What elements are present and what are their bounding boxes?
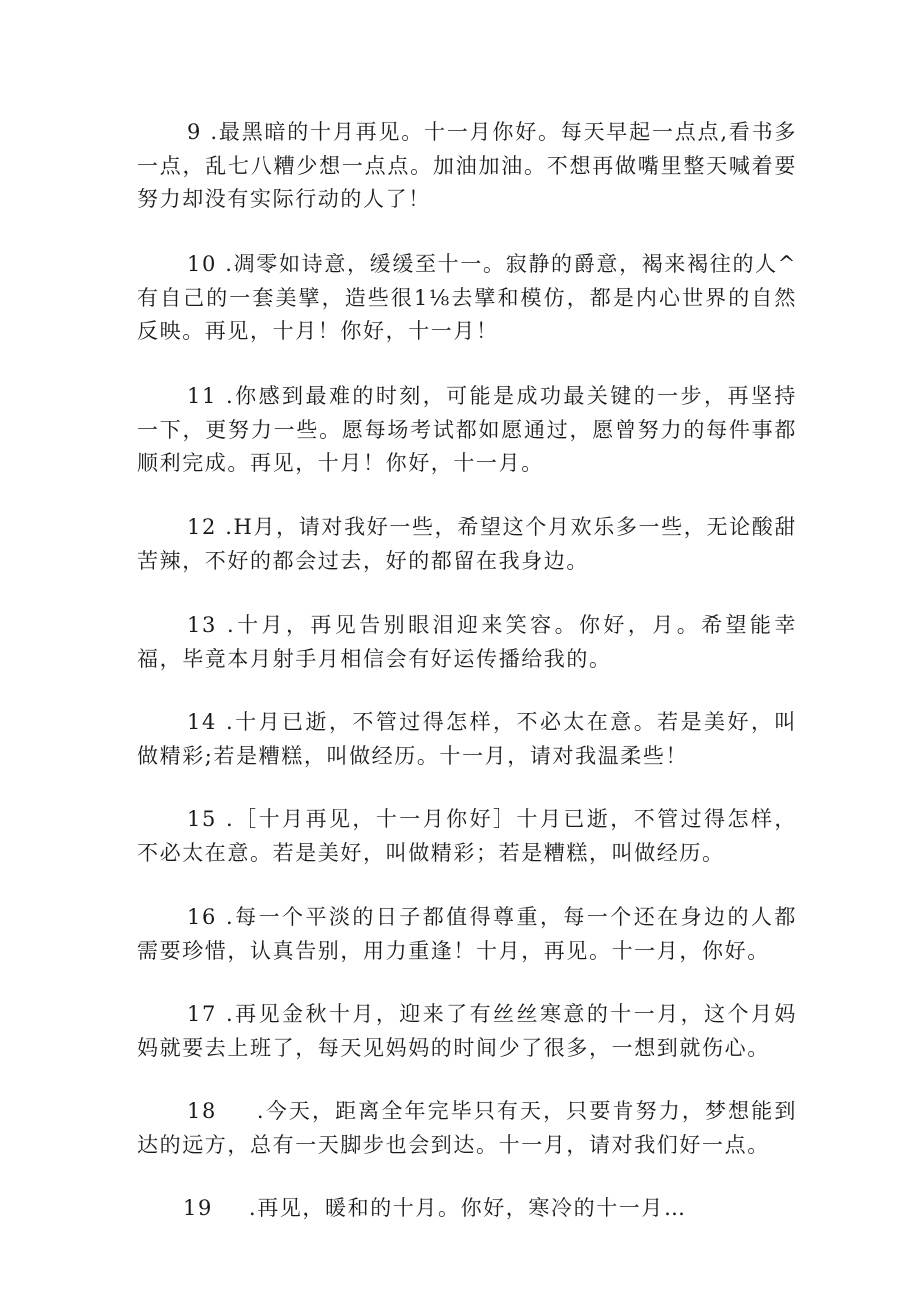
paragraph-text: 再见，暖和的十月。你好，寒冷的十一月… <box>257 1196 687 1220</box>
paragraph-separator: . <box>201 120 219 144</box>
paragraph-12 <box>137 511 797 578</box>
paragraph-text: 最黑暗的十月再见。十一月你好。每天早起一点点,看书多一点，乱七八糟少想一点点。加油加油。不想再做嘴里整天喊着要努力却没有实际行动的人了！ <box>137 120 797 211</box>
paragraph-separator: . <box>216 710 235 734</box>
paragraph-separator: . <box>216 1002 235 1026</box>
paragraph-text: 凋零如诗意，缓缓至十一。寂静的爵意，褐来褐往的人^有自己的一套美擘，造些很1⅛去擘和模仿，都是内心世界的自然反映。再见，十月！你好，十一月！ <box>137 252 797 343</box>
paragraph-text: 每一个平淡的日子都值得尊重，每一个还在身边的人都需要珍惜，认真告别，用力重逢！十月，再见。十一月，你好。 <box>137 905 797 963</box>
paragraph-10 <box>137 248 797 349</box>
paragraph-separator: . <box>216 807 235 831</box>
paragraph-separator: . <box>216 252 234 276</box>
paragraph-11 <box>137 380 797 481</box>
paragraph-16 <box>137 901 797 968</box>
paragraph-separator: . <box>216 515 234 539</box>
paragraph-separator: . <box>248 1196 258 1220</box>
paragraph-separator: . <box>216 384 235 408</box>
paragraph-number: 15 <box>187 807 217 831</box>
paragraph-text: 十月，再见告别眼泪迎来笑容。你好，月。希望能幸福，毕竟本月射手月相信会有好运传播给我的。 <box>137 613 797 671</box>
paragraph-number: 12 <box>187 515 217 539</box>
paragraph-text: ［十月再见，十一月你好］十月已逝，不管过得怎样，不必太在意。若是美好，叫做精彩；若是糟糕，叫做经历。 <box>137 807 797 865</box>
paragraph-separator: . <box>256 1099 266 1123</box>
paragraph-19 <box>137 1192 797 1226</box>
paragraph-number: 19 <box>183 1196 213 1220</box>
paragraph-number: 14 <box>187 710 217 734</box>
paragraph-number: 10 <box>187 252 217 276</box>
paragraph-text: 十月已逝，不管过得怎样，不必太在意。若是美好，叫做精彩;若是糟糕，叫做经历。十一月，请对我温柔些！ <box>137 710 797 768</box>
paragraph-number: 9 <box>187 120 202 144</box>
paragraph-number: 18 <box>187 1099 217 1123</box>
paragraph-13 <box>137 609 797 676</box>
paragraph-number: 16 <box>187 905 217 929</box>
paragraph-separator: . <box>216 613 236 637</box>
paragraph-number: 13 <box>187 613 217 637</box>
paragraph-15 <box>137 803 797 870</box>
paragraph-17 <box>137 998 797 1065</box>
paragraph-number: 17 <box>187 1002 217 1026</box>
paragraph-text: 今天，距离全年完毕只有天，只要肯努力，梦想能到达的远方，总有一天脚步也会到达。十一月，请对我们好一点。 <box>137 1099 797 1157</box>
paragraph-14 <box>137 706 797 773</box>
paragraph-9 <box>137 116 797 217</box>
paragraph-18 <box>137 1095 797 1162</box>
paragraph-text: 再见金秋十月，迎来了有丝丝寒意的十一月，这个月妈妈就要去上班了，每天见妈妈的时间少了很多，一想到就伤心。 <box>137 1002 797 1060</box>
paragraph-text: H月，请对我好一些，希望这个月欢乐多一些，无论酸甜苦辣，不好的都会过去，好的都留在我身边。 <box>137 515 797 573</box>
paragraph-separator: . <box>216 905 235 929</box>
paragraph-text: 你感到最难的时刻，可能是成功最关键的一步，再坚持一下，更努力一些。愿每场考试都如愿通过，愿曾努力的每件事都顺利完成。再见，十月！你好，十一月。 <box>137 384 797 475</box>
paragraph-number: 11 <box>187 384 217 408</box>
